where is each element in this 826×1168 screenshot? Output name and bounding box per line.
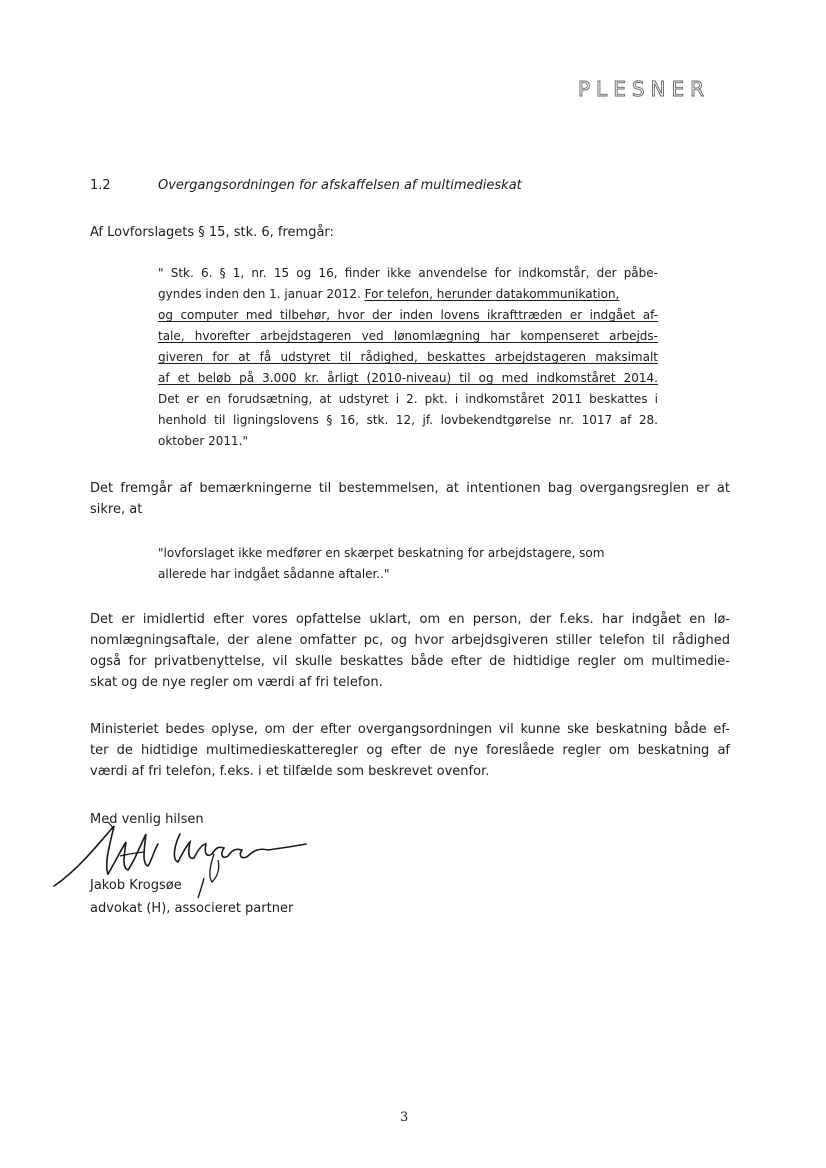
paragraph-1: Det fremgår af bemærkningerne til bestemmelsen, at intentionen bag overgangsreglen er at sikre, at [90, 481, 730, 517]
quote-line: " Stk. 6. § 1, nr. 15 og 16, finder ikke anvendelse for indkomstår, der påbe- [158, 266, 658, 280]
statute-quote [158, 263, 658, 452]
quote-line: gyndes inden den 1. januar 2012. For telefon, herunder datakommunikation, [158, 287, 620, 301]
quote-line: henhold til ligningslovens § 16, stk. 12, jf. lovbekendtgørelse nr. 1017 af 28. [158, 413, 658, 427]
plesner-logo [578, 78, 738, 100]
closing-greeting: Med venlig hilsen [90, 812, 204, 827]
remarks-quote: "lovforslaget ikke medfører en skærpet beskatning for arbejdstagere, som allerede har indgået sådanne aftaler.." [158, 546, 605, 581]
section-heading [90, 178, 522, 193]
quote-line-underlined: giveren for at få udstyret til rådighed, beskattes arbejdstageren maksimalt [158, 350, 658, 364]
section-number: 1.2 [90, 178, 111, 193]
quote-line-underlined: tale, hvorefter arbejdstageren ved lønomlægning har kompenseret arbejds- [158, 329, 658, 343]
quote-line-underlined: og computer med tilbehør, hvor der inden lovens ikrafttræden er indgået af- [158, 308, 658, 322]
quote-line-underlined: af et beløb på 3.000 kr. årligt (2010-niveau) til og med indkomståret 2014. [158, 371, 658, 385]
signer-name: Jakob Krogsøe [90, 878, 182, 893]
page-number: 3 [400, 1110, 409, 1125]
quote-line: oktober 2011." [158, 434, 248, 448]
paragraph-3: Ministeriet bedes oplyse, om der efter overgangsordningen vil kunne ske beskatning både ef- ter de hidtidige multimedieskatteregler og efter de nye foreslåede regler om beskatning af værdi af fri telefon, f.eks. i et tilfælde som beskrevet ovenfor. [90, 722, 730, 779]
paragraph-2: Det er imidlertid efter vores opfattelse uklart, om en person, der f.eks. har indgået en lø- nomlægningsaftale, der alene omfatter pc, og hvor arbejdsgiveren stiller telefon til rådighed også for privatbenyttelse, vil skulle beskattes både efter de hidtidige regler om multimedie- skat og de nye regler om værdi af fri telefon. [90, 612, 730, 690]
section-title: Overgangsordningen for afskaffelsen af multimedieskat [158, 178, 522, 193]
svg-text:PLESNER: PLESNER [578, 78, 711, 100]
signer-title: advokat (H), associeret partner [90, 901, 294, 916]
intro-text: Af Lovforslagets § 15, stk. 6, fremgår: [90, 225, 334, 240]
quote-line: Det er en forudsætning, at udstyret i 2. pkt. i indkomståret 2011 beskattes i [158, 392, 658, 406]
